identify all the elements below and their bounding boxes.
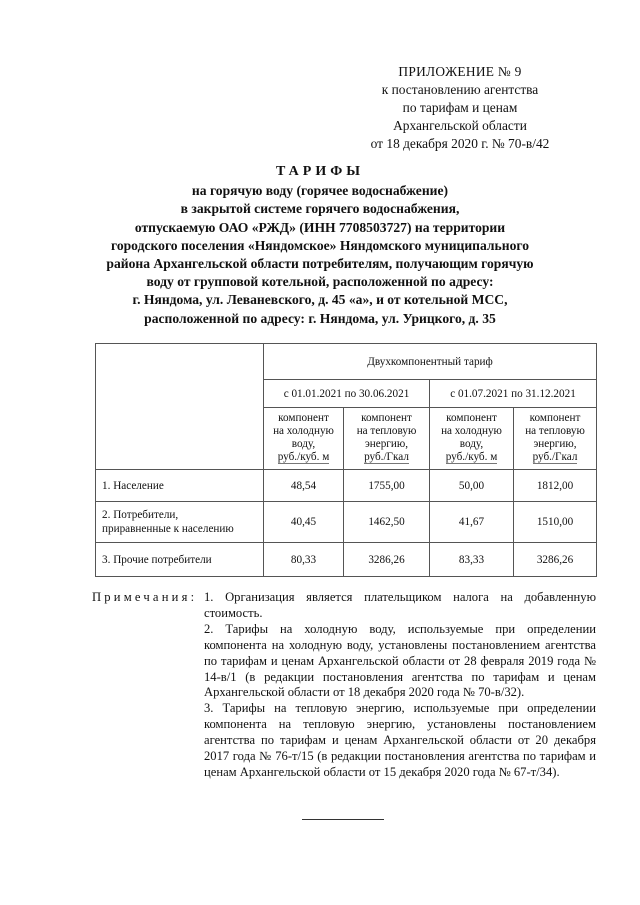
component-header: компонент на холодную воду, руб./куб. м <box>264 408 344 470</box>
table-cell: 80,33 <box>264 543 344 577</box>
note-item: 1. Организация является плательщиком налога на добавленную стоимость. <box>204 590 596 620</box>
period-header: с 01.07.2021 по 31.12.2021 <box>430 380 597 408</box>
title-line: городского поселения «Няндомское» Няндомского муниципального <box>110 237 530 253</box>
note-item: 2. Тарифы на холодную воду, используемые при определении компонента на холодную воду, установлены постановлением агентства по тарифам и ценам Архангельской области от 28 февраля 2019 года № 14-в/1 (в редакции постановления агентства по тарифам и ценам Архангельской области от 18 декабря 2020 года № 70-в/32). <box>204 621 596 700</box>
table-row <box>96 543 597 577</box>
component-header: компонент на тепловую энергию, руб./Гкал <box>514 408 597 470</box>
table-cell: 83,33 <box>430 543 514 577</box>
table-cell: 41,67 <box>430 502 514 543</box>
component-header: компонент на холодную воду, руб./куб. м <box>430 408 514 470</box>
title-line: на горячую воду (горячее водоснабжение) <box>191 183 449 199</box>
appendix-line: по тарифам и ценам <box>402 100 518 115</box>
table-corner-cell <box>96 344 264 470</box>
row-label: 1. Население <box>96 470 264 502</box>
notes-label: Примечания: <box>92 590 198 604</box>
table-cell: 1462,50 <box>344 502 430 543</box>
appendix-line: к постановлению агентства <box>381 82 539 97</box>
title-line: района Архангельской области потребителям, получающим горячую <box>106 256 534 272</box>
table-cell: 48,54 <box>264 470 344 502</box>
title-line: воду от групповой котельной, расположенной по адресу: <box>146 274 494 290</box>
title-line: отпускаемую ОАО «РЖД» (ИНН 7708503727) на территории <box>134 219 506 235</box>
period-header: с 01.01.2021 по 30.06.2021 <box>264 380 430 408</box>
notes-list <box>204 590 596 781</box>
table-cell: 40,45 <box>264 502 344 543</box>
table-cell: 50,00 <box>430 470 514 502</box>
title-line: в закрытой системе горячего водоснабжения, <box>180 201 460 217</box>
table-cell: 3286,26 <box>344 543 430 577</box>
table-cell: 3286,26 <box>514 543 597 577</box>
note-item: 3. Тарифы на тепловую энергию, используемые при определении компонента на тепловую энергию, установлены постановлением агентства по тарифам и ценам Архангельской области от 20 декабря 2017 года № 76-т/15 (в редакции постановления агентства по тарифам и ценам Архангельской области от 15 декабря 2020 года № 67-т/34). <box>204 701 596 779</box>
row-label: 2. Потребители, приравненные к населению <box>96 502 264 543</box>
document-title <box>60 163 580 328</box>
component-header: компонент на тепловую энергию, руб./Гкал <box>344 408 430 470</box>
appendix-number: ПРИЛОЖЕНИЕ № 9 <box>398 64 522 79</box>
title-line: расположенной по адресу: г. Няндома, ул. Урицкого, д. 35 <box>144 310 496 326</box>
title-line: г. Няндома, ул. Леваневского, д. 45 «а», и от котельной МСС, <box>132 292 508 308</box>
row-label: 3. Прочие потребители <box>96 543 264 577</box>
appendix-header <box>360 63 560 153</box>
closing-divider <box>302 819 384 820</box>
table-header: Двухкомпонентный тариф <box>264 344 597 380</box>
table-cell: 1812,00 <box>514 470 597 502</box>
tariff-table <box>95 343 597 577</box>
table-cell: 1755,00 <box>344 470 430 502</box>
appendix-date: от 18 декабря 2020 г. № 70-в/42 <box>370 136 550 151</box>
appendix-line: Архангельской области <box>393 118 527 133</box>
page-title: ТАРИФЫ <box>276 164 364 179</box>
table-row <box>96 470 597 502</box>
table-cell: 1510,00 <box>514 502 597 543</box>
table-row <box>96 502 597 543</box>
